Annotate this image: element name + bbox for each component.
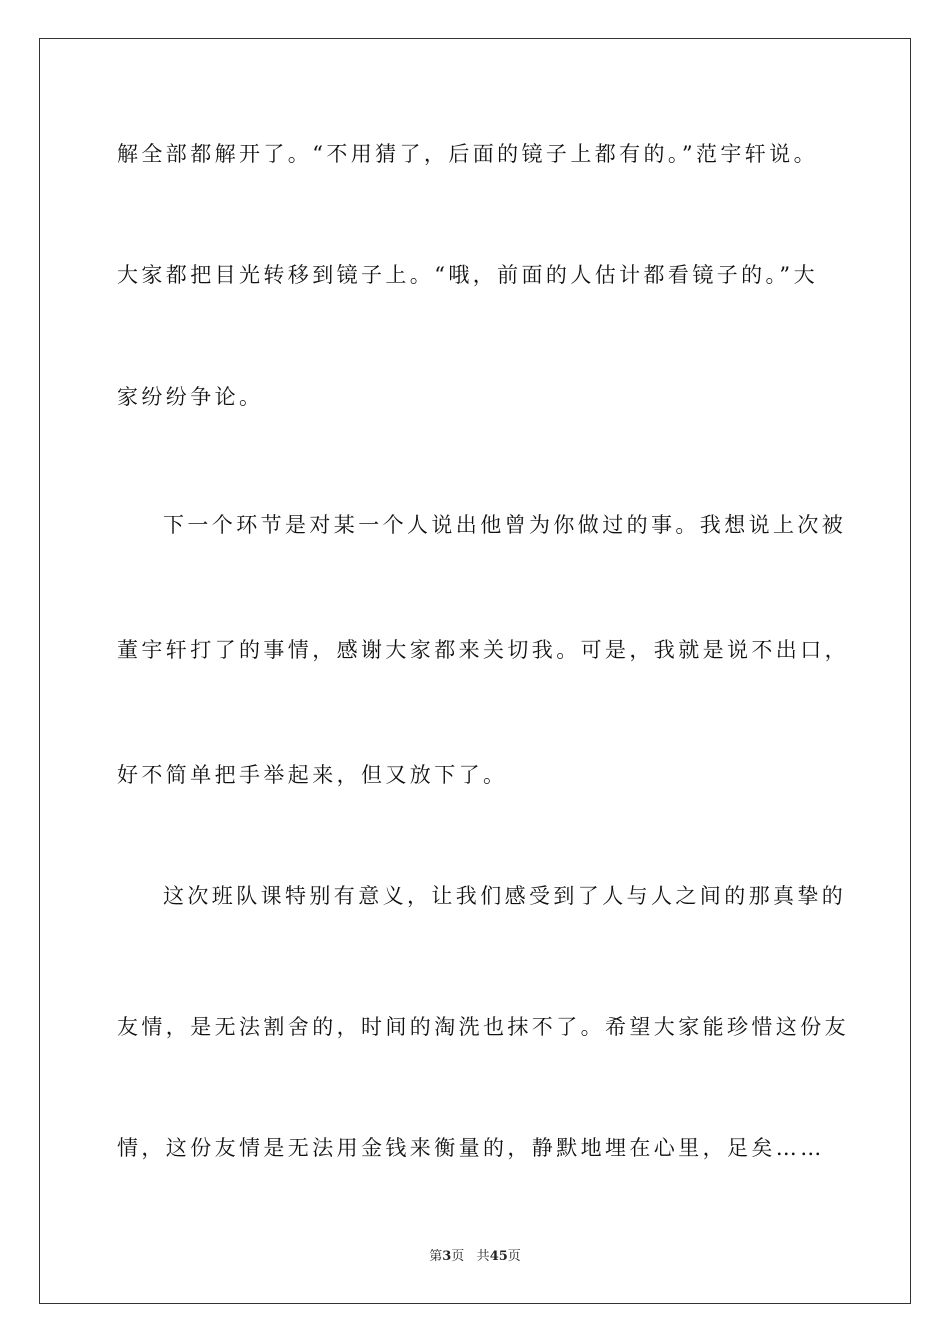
total-prefix: 共 xyxy=(476,1249,490,1264)
text-line-9: 情，这份友情是无法用金钱来衡量的，静默地埋在心里，足矣…… xyxy=(117,1136,825,1160)
page-prefix: 第 xyxy=(429,1249,443,1264)
text-line-2: 大家都把目光转移到镜子上。“哦，前面的人估计都看镜子的。”大 xyxy=(117,263,818,287)
text-line-5: 董宇轩打了的事情，感谢大家都来关切我。可是，我就是说不出口， xyxy=(117,638,849,662)
page-suffix: 页 xyxy=(451,1249,465,1264)
page-footer xyxy=(0,1249,950,1265)
text-line-8: 友情，是无法割舍的，时间的淘洗也抹不了。希望大家能珍惜这份友 xyxy=(117,1015,849,1039)
text-line-3: 家纷纷争论。 xyxy=(117,385,264,409)
total-pages: 45 xyxy=(489,1249,508,1264)
text-line-4: 下一个环节是对某一个人说出他曾为你做过的事。我想说上次被 xyxy=(163,513,847,537)
total-suffix: 页 xyxy=(507,1249,521,1264)
text-line-1: 解全部都解开了。“不用猜了，后面的镜子上都有的。”范宇轩说。 xyxy=(117,142,818,166)
page-number: 3 xyxy=(442,1249,452,1264)
page-border xyxy=(39,38,911,1304)
text-line-7: 这次班队课特别有意义，让我们感受到了人与人之间的那真挚的 xyxy=(163,884,847,908)
text-line-6: 好不简单把手举起来，但又放下了。 xyxy=(117,763,508,787)
